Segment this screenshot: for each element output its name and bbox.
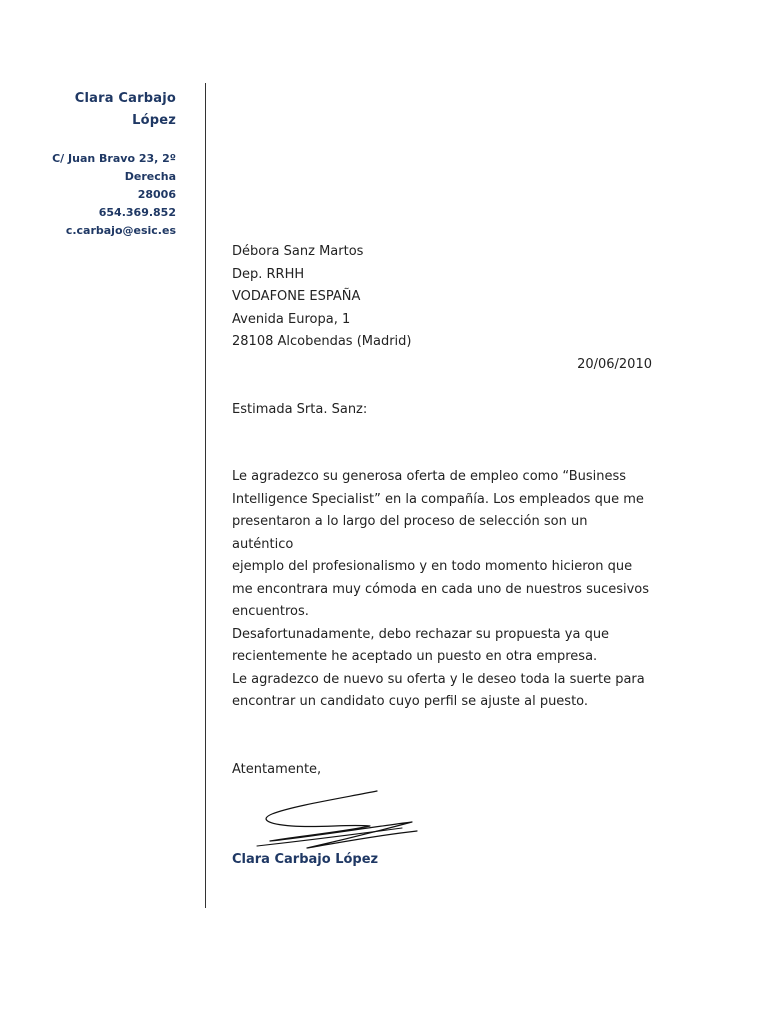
recipient-department: Dep. RRHH bbox=[232, 266, 305, 282]
letter-body bbox=[232, 466, 652, 714]
sender-phone: 654.369.852 bbox=[98, 206, 176, 219]
salutation: Estimada Srta. Sanz: bbox=[232, 401, 368, 417]
sender-name bbox=[6, 88, 176, 132]
body-line: me encontrara muy cómoda en cada uno de nuestros sucesivos bbox=[232, 581, 650, 597]
signer-name: Clara Carbajo López bbox=[232, 852, 379, 867]
sender-email: c.carbajo@esic.es bbox=[65, 224, 176, 237]
body-line: recientemente he aceptado un puesto en otra empresa. bbox=[232, 649, 598, 664]
body-line: ejemplo del profesionalismo y en todo momento hicieron que bbox=[232, 559, 633, 574]
body-line: Le agradezco de nuevo su oferta y le deseo toda la suerte para bbox=[232, 671, 645, 687]
body-line: encontrar un candidato cuyo perfil se ajuste al puesto. bbox=[232, 694, 589, 709]
sender-block bbox=[6, 88, 176, 240]
body-line: encuentros. bbox=[232, 604, 309, 619]
recipient-company: VODAFONE ESPAÑA bbox=[232, 289, 361, 304]
body-line: Desafortunadamente, debo rechazar su propuesta ya que bbox=[232, 626, 610, 642]
recipient-name: Débora Sanz Martos bbox=[232, 244, 364, 259]
sender-postal-code: 28006 bbox=[137, 188, 176, 201]
letter-content bbox=[232, 241, 652, 781]
recipient-street: Avenida Europa, 1 bbox=[232, 311, 351, 327]
sender-address-line1: C/ Juan Bravo 23, 2º bbox=[52, 152, 176, 165]
sender-name-line2: López bbox=[132, 113, 176, 128]
recipient-block bbox=[232, 241, 652, 354]
body-line: Intelligence Specialist” en la compañía. Los empleados que me bbox=[232, 491, 644, 507]
body-line: presentaron a lo largo del proceso de selección son un auténtico bbox=[232, 514, 588, 552]
sender-contact bbox=[6, 150, 176, 240]
letter-date: 20/06/2010 bbox=[577, 356, 652, 372]
handwritten-signature bbox=[252, 784, 427, 859]
closing: Atentamente, bbox=[232, 761, 322, 777]
sender-address-line2: Derecha bbox=[124, 170, 176, 183]
vertical-divider bbox=[205, 83, 206, 908]
sender-name-line1: Clara Carbajo bbox=[74, 91, 176, 106]
recipient-city: 28108 Alcobendas (Madrid) bbox=[232, 334, 412, 349]
body-line: Le agradezco su generosa oferta de empleo como “Business bbox=[232, 469, 627, 484]
